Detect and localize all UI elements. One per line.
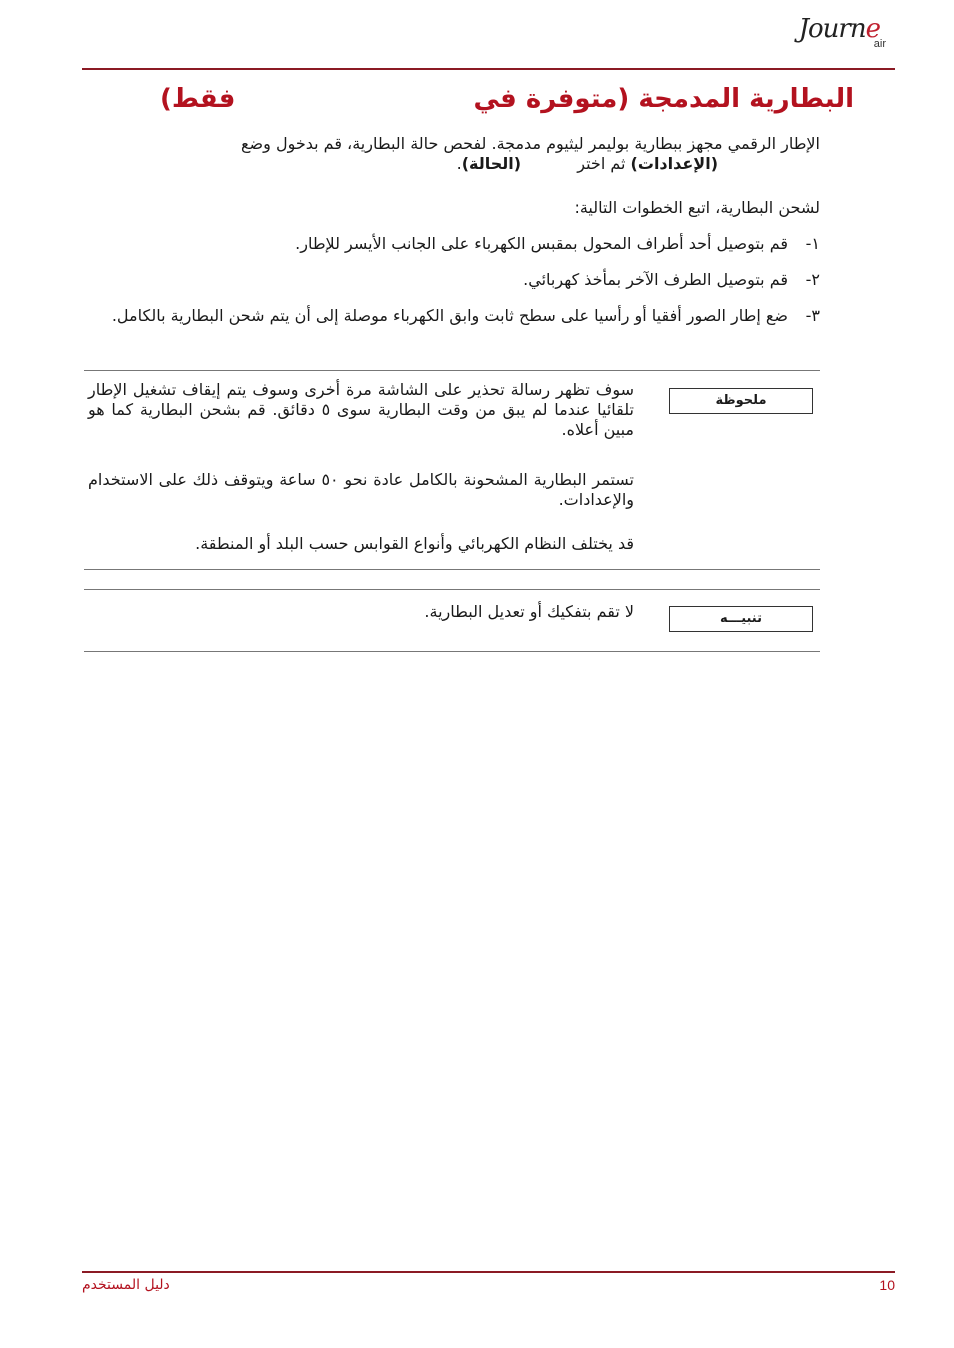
charging-intro: لشحن البطارية، اتبع الخطوات التالية: — [574, 198, 820, 217]
status-label: (الحالة) — [461, 154, 522, 173]
step-number: ١- — [805, 234, 820, 253]
step-number: ٢- — [805, 270, 820, 289]
then-choose-text: ثم اختر — [577, 154, 626, 173]
page-title — [160, 84, 854, 124]
intro-period: . — [456, 154, 462, 173]
note-label: ملحوظة — [669, 388, 813, 414]
note-paragraph-2: تستمر البطارية المشحونة بالكامل عادة نحو ٥٠ ساعة ويتوقف ذلك على الاستخدام والإعدادات. — [88, 470, 634, 509]
caution-top-rule — [84, 589, 820, 590]
header-divider — [82, 68, 895, 70]
step-text: قم بتوصيل أحد أطراف المحول بمقبس الكهرباء على الجانب الأيسر للإطار. — [295, 234, 788, 253]
logo-subtext: air — [873, 38, 886, 50]
step-3 — [80, 306, 820, 326]
logo-script-accent: e — [865, 14, 880, 44]
step-number: ٣- — [805, 306, 820, 325]
brand-logo — [800, 14, 890, 62]
caution-bottom-rule — [84, 651, 820, 652]
footer-doc-title: دليل المستخدم — [82, 1277, 170, 1293]
intro-line-1: الإطار الرقمي مجهز ببطارية بوليمر ليثيوم مدمجة. لفحص حالة البطارية، قم بدخول وضع — [241, 134, 820, 153]
page-number: 10 — [879, 1277, 895, 1293]
note-paragraph-1: سوف تظهر رسالة تحذير على الشاشة مرة أخرى وسوف يتم إيقاف تشغيل الإطار تلقائيا عندما لم يبق من وقت البطارية سوى ٥ دقائق. قم بشحن البطارية كما هو مبين أعلاه. — [88, 380, 634, 439]
settings-label: (الإعدادات) — [630, 154, 718, 173]
title-part-2: فقط) — [160, 84, 236, 114]
footer-divider — [82, 1271, 895, 1273]
logo-script-main: Journ — [798, 14, 866, 44]
caution-text: لا تقم بتفكيك أو تعديل البطارية. — [424, 602, 634, 621]
step-text: ضع إطار الصور أفقيا أو رأسيا على سطح ثابت وابق الكهرباء موصلة إلى أن يتم شحن البطارية بالكامل. — [111, 306, 788, 325]
step-2 — [80, 270, 820, 290]
note-paragraph-3: قد يختلف النظام الكهربائي وأنواع القوابس حسب البلد أو المنطقة. — [195, 534, 634, 553]
note-top-rule — [84, 370, 820, 371]
caution-label: تنبيـــه — [669, 606, 813, 632]
intro-paragraph — [80, 134, 820, 174]
step-text: قم بتوصيل الطرف الآخر بمأخذ كهربائي. — [523, 270, 788, 289]
logo-script — [799, 14, 880, 44]
title-part-1: البطارية المدمجة (متوفرة في — [473, 84, 854, 114]
intro-line-2 — [80, 154, 820, 174]
note-bottom-rule — [84, 569, 820, 570]
step-1 — [80, 234, 820, 254]
